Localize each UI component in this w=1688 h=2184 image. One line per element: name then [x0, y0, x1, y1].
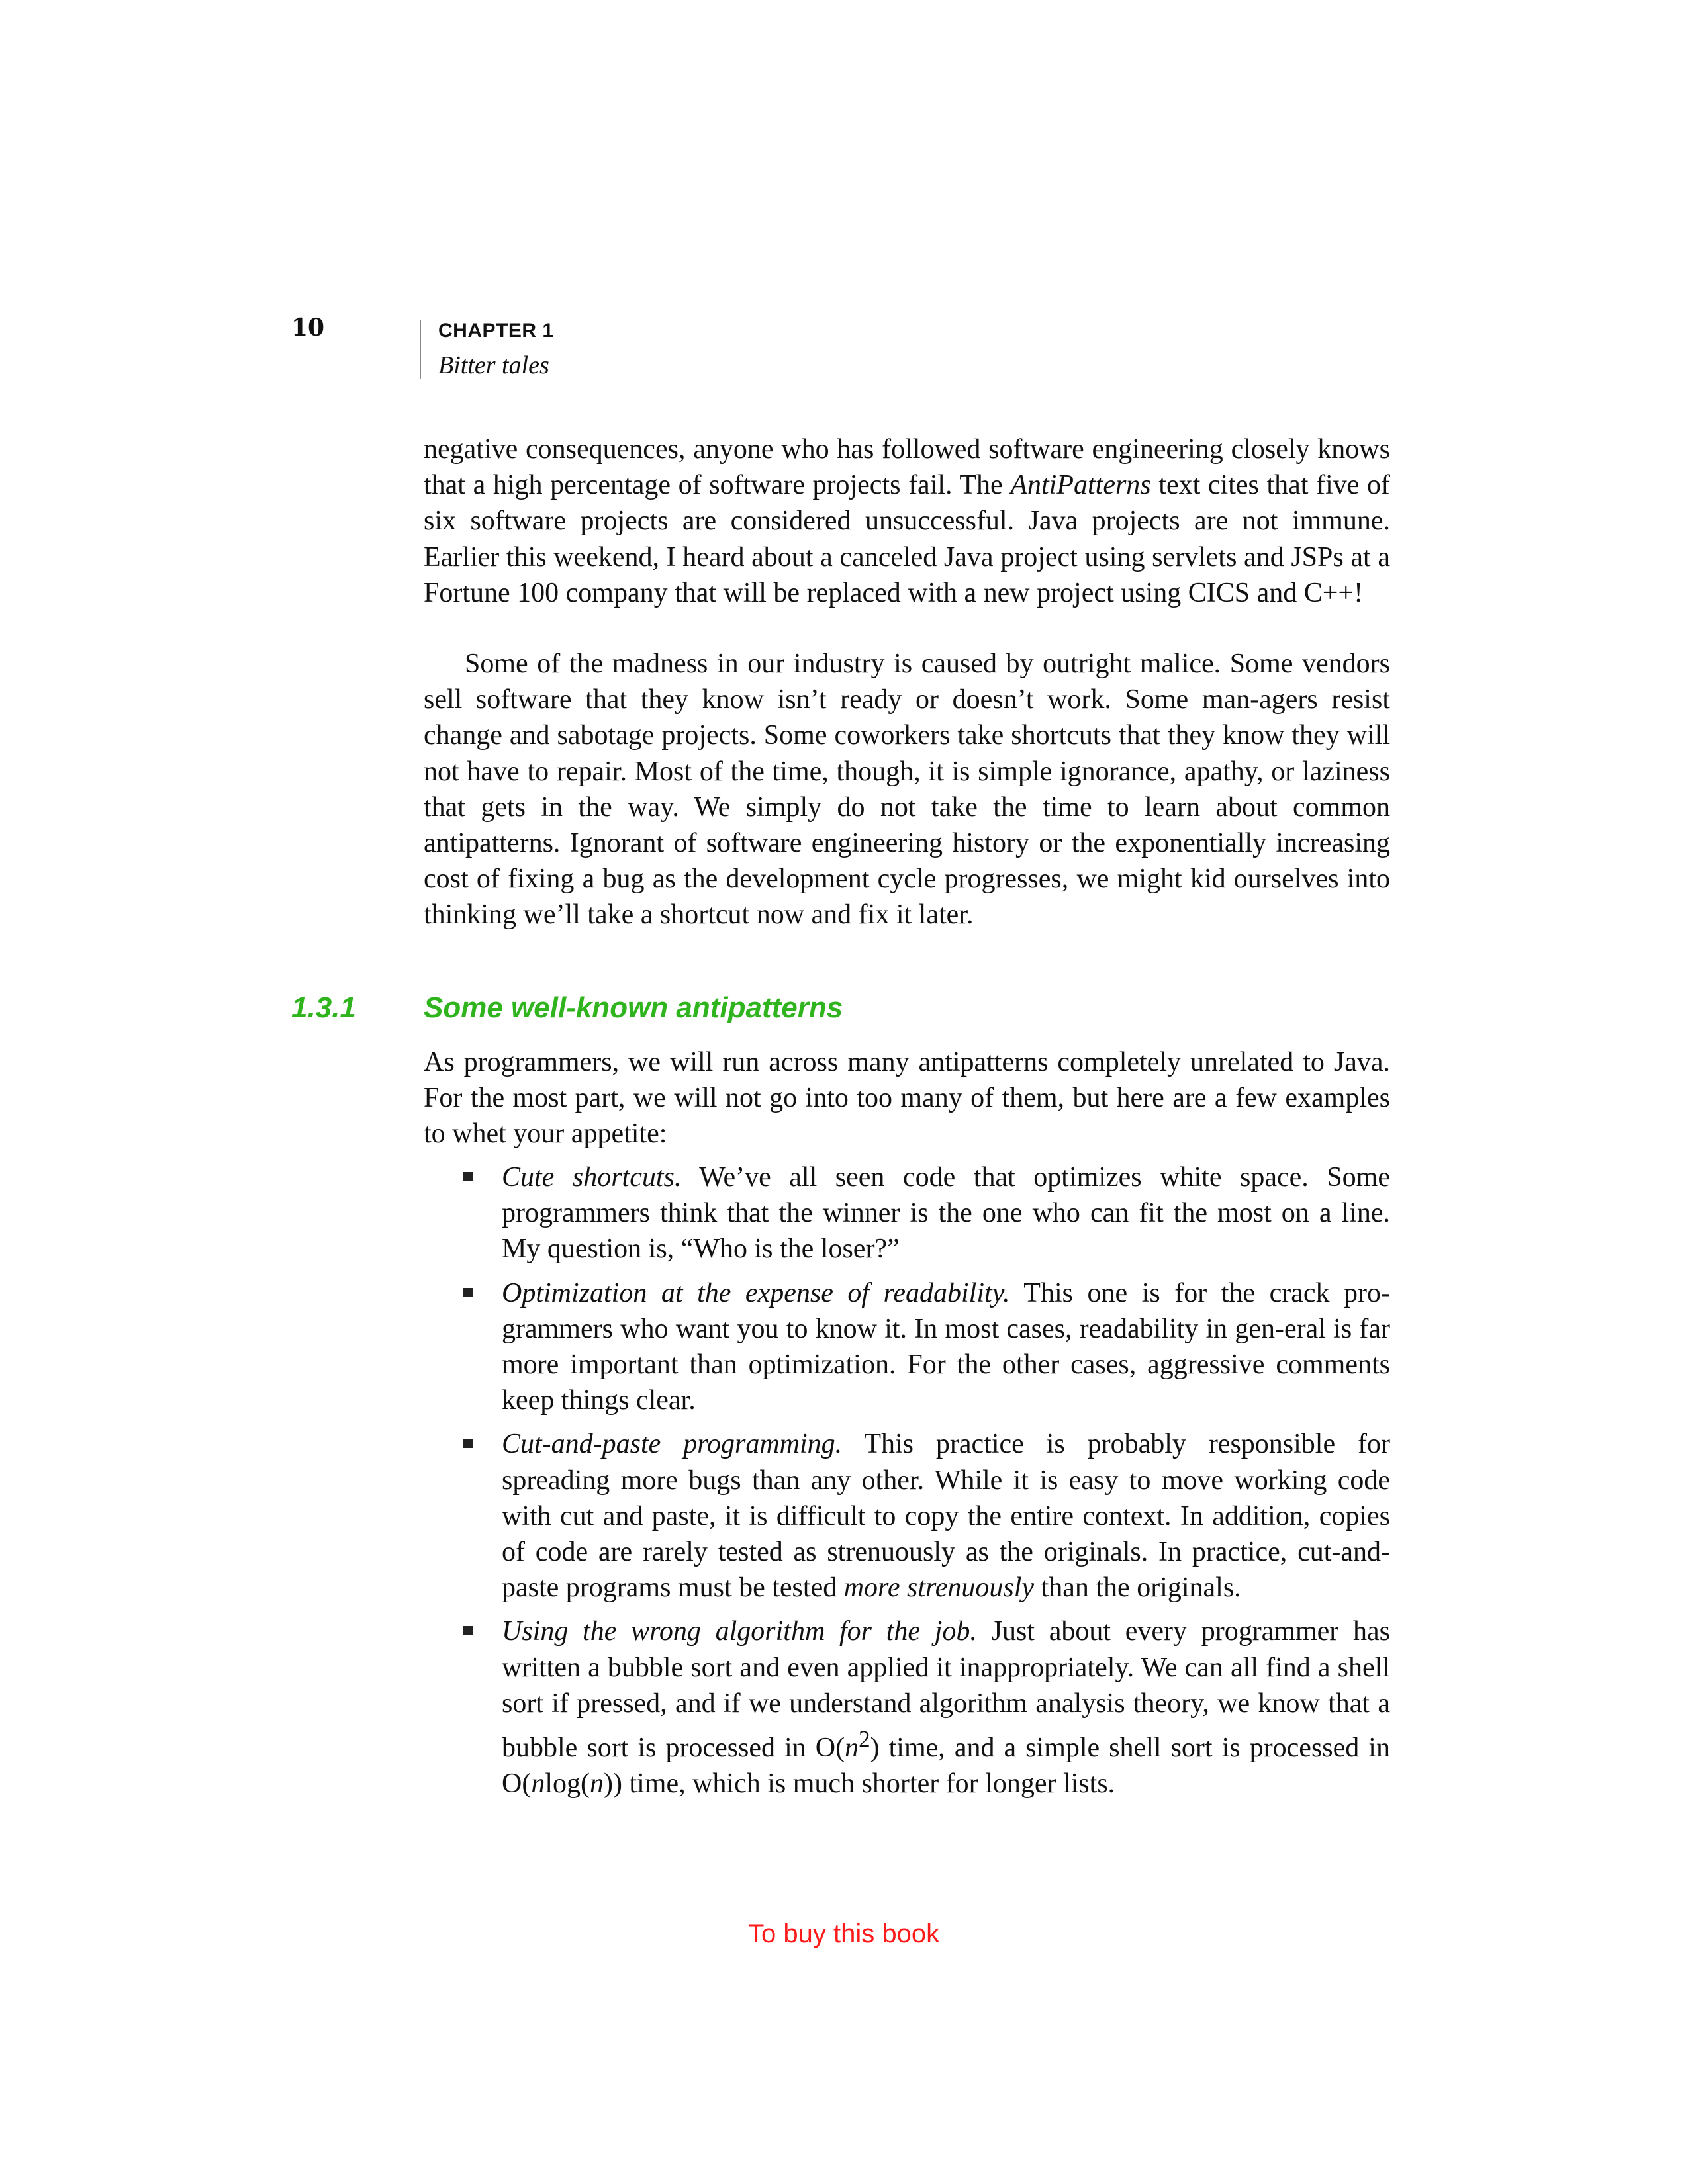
bullet-text: This one is for the crack pro-grammers who want you to know it. In most cases, readability in gen-eral is far more important than optimization. For the other cases, aggressive comments keep things clear.	[502, 1277, 1390, 1416]
list-item	[502, 1275, 1390, 1419]
bullet-text: Just about every programmer has written a bubble sort and even applied it inappropriately. We can all find a shell sort if pressed, and if we understand algorithm analysis theory, we know that a bubble sort is processed in O(	[502, 1616, 1390, 1764]
section-title: Some well-known antipatterns	[424, 991, 843, 1024]
bullet-title: Cute shortcuts.	[502, 1162, 682, 1193]
paragraph-3	[424, 1044, 1390, 1152]
bullet-title: Using the wrong algorithm for the job.	[502, 1616, 977, 1647]
paragraph-1-text-a: negative consequences, anyone who has followed software engineering closely knows that a high percentage of software projects fail. The	[424, 434, 1390, 501]
bullet-text: We’ve all seen code that optimizes white space. Some programmers think that the winner is the one who can fit the most on a line. My question is, “Who is the loser?”	[502, 1162, 1390, 1265]
bullet-icon	[463, 1439, 473, 1448]
math-variable: n	[531, 1768, 545, 1799]
bullet-title: Optimization at the expense of readability.	[502, 1277, 1010, 1308]
math-log: log(	[545, 1768, 590, 1799]
paragraph-1	[424, 432, 1390, 611]
bullet-icon	[463, 1626, 473, 1635]
bullet-text: This practice is probably responsible for spreading more bugs than any other. While it is easy to move working code with cut and paste, it is difficult to copy the entire context. In addition, copies of code are rarely tested as strenuously as the originals. In practice, cut-and-paste programs must be tested	[502, 1429, 1390, 1604]
buy-book-link[interactable]: To buy this book	[748, 1919, 940, 1948]
paragraph-2-text: Some of the madness in our industry is caused by outright malice. Some vendors sell software that they know isn’t ready or doesn’t work. Some man-agers resist change and sabotage projects. Some coworkers take shortcuts that they know they will not have to repair. Most of the time, though, it is simple ignorance, apathy, or laziness that gets in the way. We simply do not take the time to learn about common antipatterns. Ignorant of software engineering history or the exponentially increasing cost of fixing a bug as the development cycle progresses, we might kid ourselves into thinking we’ll take a shortcut now and fix it later.	[424, 649, 1390, 931]
list-item	[502, 1426, 1390, 1606]
list-item	[502, 1160, 1390, 1267]
bullet-title: Cut-and-paste programming.	[502, 1429, 843, 1460]
math-variable: n	[589, 1768, 604, 1799]
header-divider	[420, 320, 421, 379]
section-number: 1.3.1	[291, 991, 356, 1024]
bullet-text-end: than the originals.	[1034, 1572, 1241, 1604]
page-number: 10	[291, 314, 325, 341]
bullet-icon	[463, 1172, 473, 1181]
math-exponent: 2	[859, 1726, 870, 1752]
antipatterns-title: AntiPatterns	[1010, 470, 1151, 501]
paragraph-2	[424, 646, 1390, 933]
bullet-emphasis: more strenuously	[843, 1572, 1035, 1604]
bullet-text-mid: ) time, and a simple shell sort is processed in O(	[502, 1733, 1390, 1799]
chapter-title: Bitter tales	[438, 351, 549, 379]
math-variable: n	[845, 1733, 859, 1764]
chapter-label: CHAPTER 1	[438, 320, 554, 341]
paragraph-3-text: As programmers, we will run across many antipatterns completely unrelated to Java. For the most part, we will not go into too many of them, but here are a few examples to whet your appetite:	[424, 1047, 1390, 1150]
antipattern-list	[502, 1160, 1390, 1809]
bullet-icon	[463, 1288, 473, 1297]
paragraph-1-text-b: text cites that five of six software projects are considered unsuccessful. Java projects are not immune. Earlier this weekend, I heard about a canceled Java project using servlets and JSPs at a Fortune 100 company that will be replaced with a new project using CICS and C++!	[424, 470, 1390, 608]
list-item	[502, 1614, 1390, 1801]
bullet-text-end: )) time, which is much shorter for longer lists.	[603, 1768, 1115, 1799]
